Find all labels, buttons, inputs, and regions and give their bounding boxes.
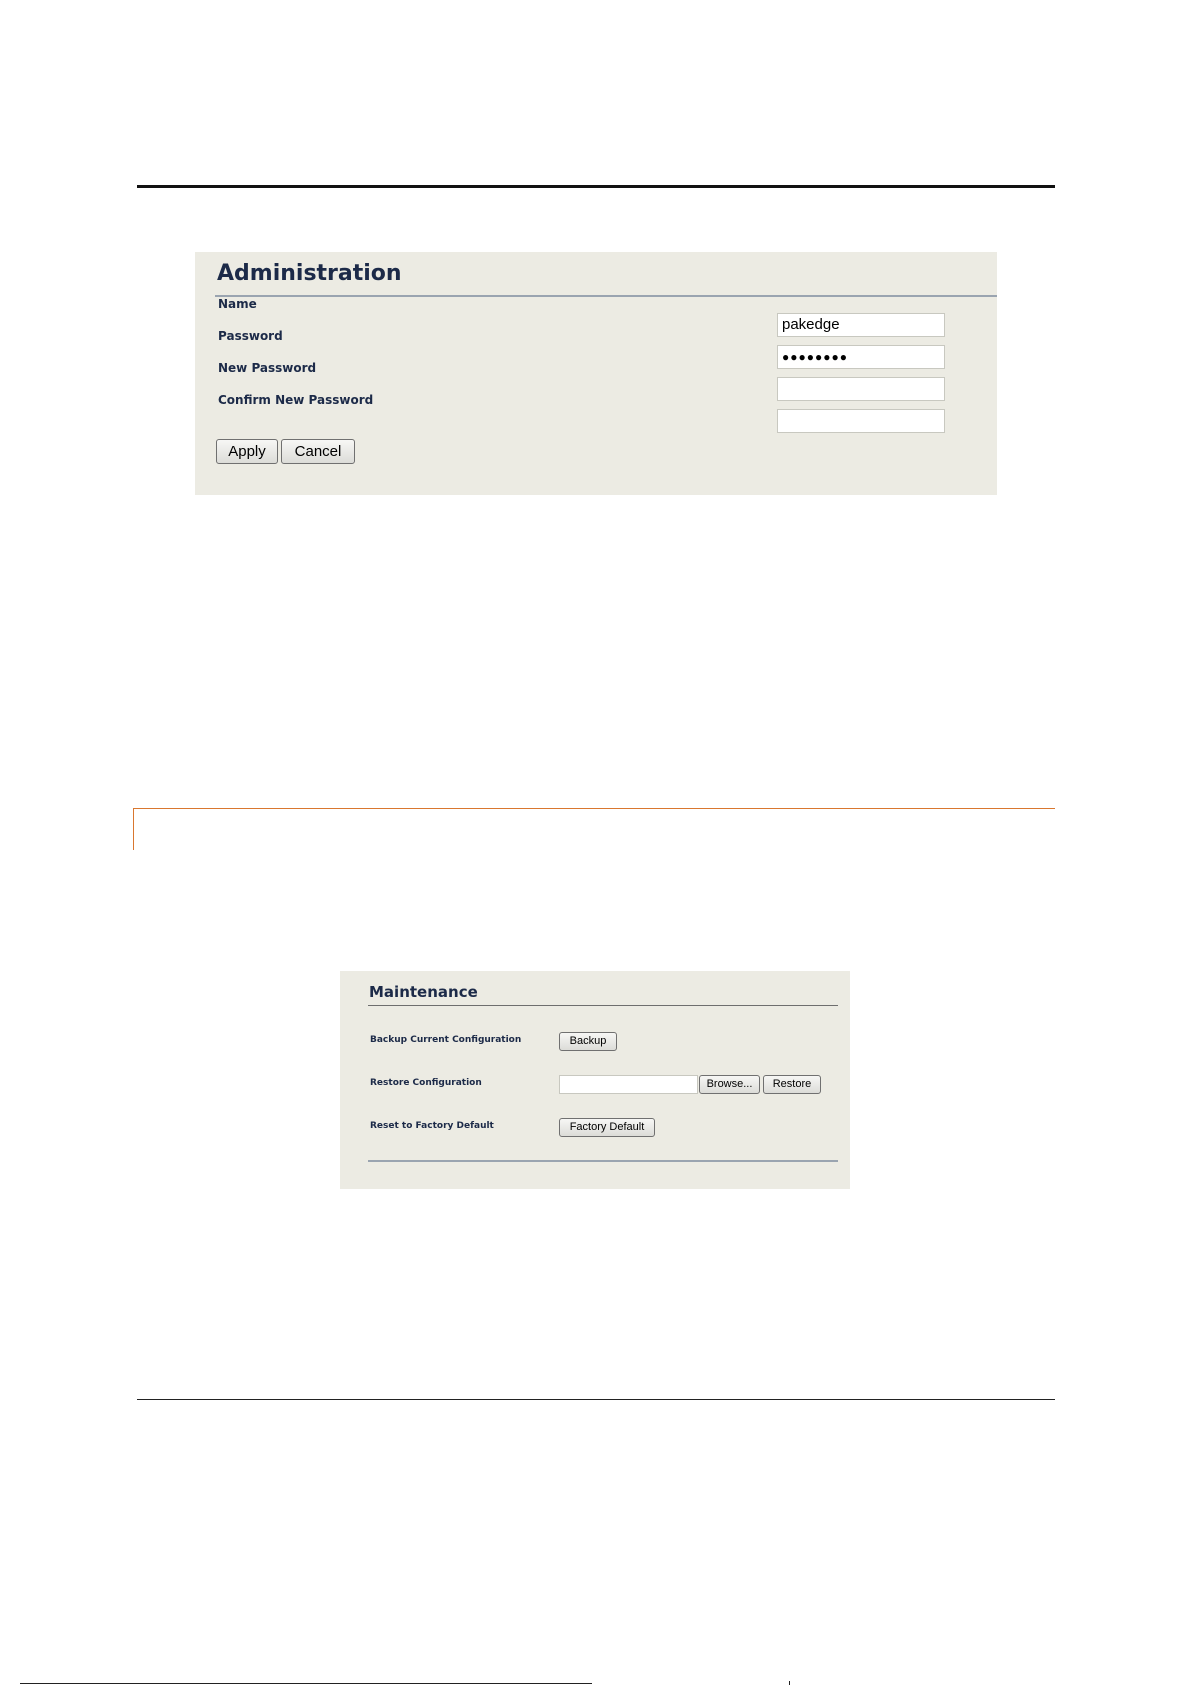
name-label: Name <box>218 297 257 311</box>
maintenance-title-divider <box>368 1005 838 1006</box>
backup-label: Backup Current Configuration <box>370 1035 522 1045</box>
restore-button[interactable]: Restore <box>763 1075 821 1094</box>
page-footer-rule <box>20 1683 592 1684</box>
maintenance-bottom-divider <box>368 1160 838 1162</box>
administration-title: Administration <box>217 261 402 286</box>
factory-default-button[interactable]: Factory Default <box>559 1118 655 1137</box>
confirm-new-password-input[interactable] <box>777 409 945 433</box>
cancel-button[interactable]: Cancel <box>281 439 355 464</box>
maintenance-title: Maintenance <box>369 983 478 1001</box>
footer-divider <box>137 1399 1055 1400</box>
restore-label: Restore Configuration <box>370 1078 482 1088</box>
reset-label: Reset to Factory Default <box>370 1121 494 1131</box>
apply-button[interactable]: Apply <box>216 439 278 464</box>
password-label: Password <box>218 329 283 343</box>
new-password-input[interactable] <box>777 377 945 401</box>
restore-file-input[interactable] <box>559 1075 698 1094</box>
new-password-label: New Password <box>218 361 317 375</box>
name-input[interactable]: pakedge <box>777 313 945 337</box>
page-footer-tick <box>789 1681 790 1685</box>
confirm-new-password-label: Confirm New Password <box>218 393 374 407</box>
administration-panel <box>195 252 997 495</box>
browse-button[interactable]: Browse... <box>699 1075 760 1094</box>
section-divider-tick <box>133 808 134 850</box>
administration-title-divider <box>215 295 997 297</box>
backup-button[interactable]: Backup <box>559 1032 617 1051</box>
header-divider <box>137 185 1055 188</box>
password-input[interactable]: ●●●●●●●● <box>777 345 945 369</box>
maintenance-panel <box>340 971 850 1189</box>
section-divider <box>133 808 1055 809</box>
